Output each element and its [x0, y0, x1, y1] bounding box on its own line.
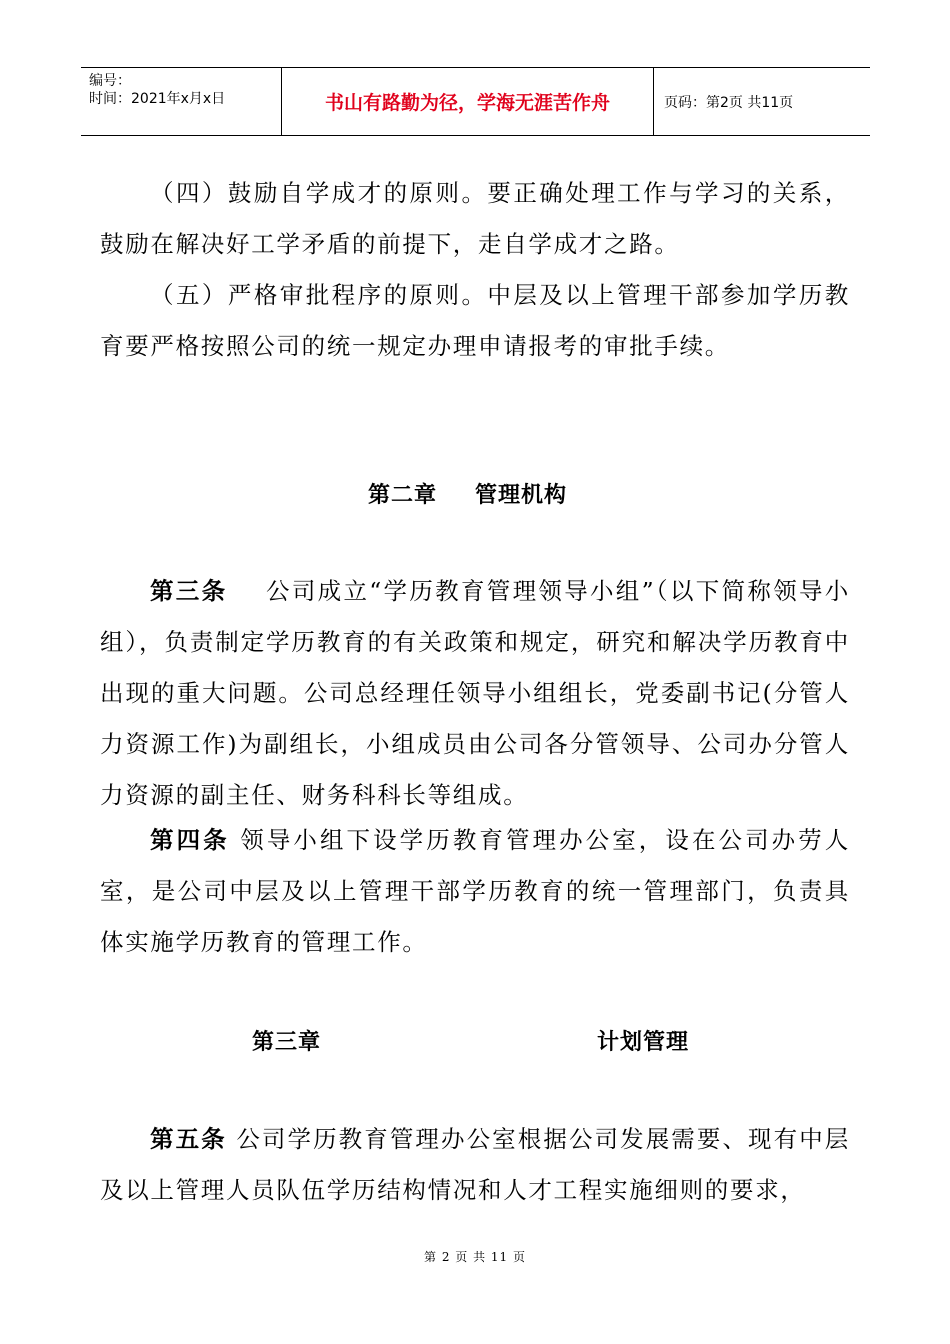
article-3-text: 公司成立“学历教育管理领导小组”（以下简称领导小组），负责制定学历教育的有关政策和规定，研究和解决学历教育中出现的重大问题。公司总经理任领导小组组长，党委副书记(分管人力资源工作)为副组长，小组成员由公司各分管领导、公司办分管人力资源的副主任、财务科科长等组成。	[100, 577, 850, 809]
header-motto: 书山有路勤为径，学海无涯苦作舟	[281, 68, 654, 135]
article-3	[100, 566, 850, 821]
chapter-3-title: 计划管理	[597, 1030, 690, 1055]
chapter-2-title: 管理机构	[475, 483, 568, 508]
header-number-label: 编号：	[89, 73, 131, 89]
article-5	[100, 1114, 850, 1216]
header-meta	[81, 68, 281, 135]
page-footer: 第 2 页 共 11 页	[424, 1250, 526, 1264]
article-5-text: 公司学历教育管理办公室根据公司发展需要、现有中层及以上管理人员队伍学历结构情况和人才工程实施细则的要求，	[100, 1125, 850, 1204]
article-5-label: 第五条	[150, 1125, 227, 1153]
article-4-text: 领导小组下设学历教育管理办公室，设在公司办劳人室，是公司中层及以上管理干部学历教育的统一管理部门，负责具体实施学历教育的管理工作。	[100, 826, 850, 956]
chapter-3-number: 第三章	[252, 1030, 322, 1055]
chapter-2-number: 第二章	[368, 483, 438, 508]
header-time-label: 时间：2021年x月x日	[89, 91, 226, 107]
article-4-label: 第四条	[150, 826, 230, 854]
document-header	[81, 67, 870, 136]
article-4	[100, 815, 850, 968]
header-page-info: 页码：第2页 共11页	[664, 94, 794, 111]
paragraph-principle-4: （四）鼓励自学成才的原则。要正确处理工作与学习的关系，鼓励在解决好工学矛盾的前提下，走自学成才之路。	[100, 179, 850, 258]
paragraph-principle-5: （五）严格审批程序的原则。中层及以上管理干部参加学历教育要严格按照公司的统一规定办理申请报考的审批手续。	[100, 281, 850, 360]
chapter-2-heading	[368, 478, 567, 509]
article-3-label: 第三条	[150, 577, 228, 605]
